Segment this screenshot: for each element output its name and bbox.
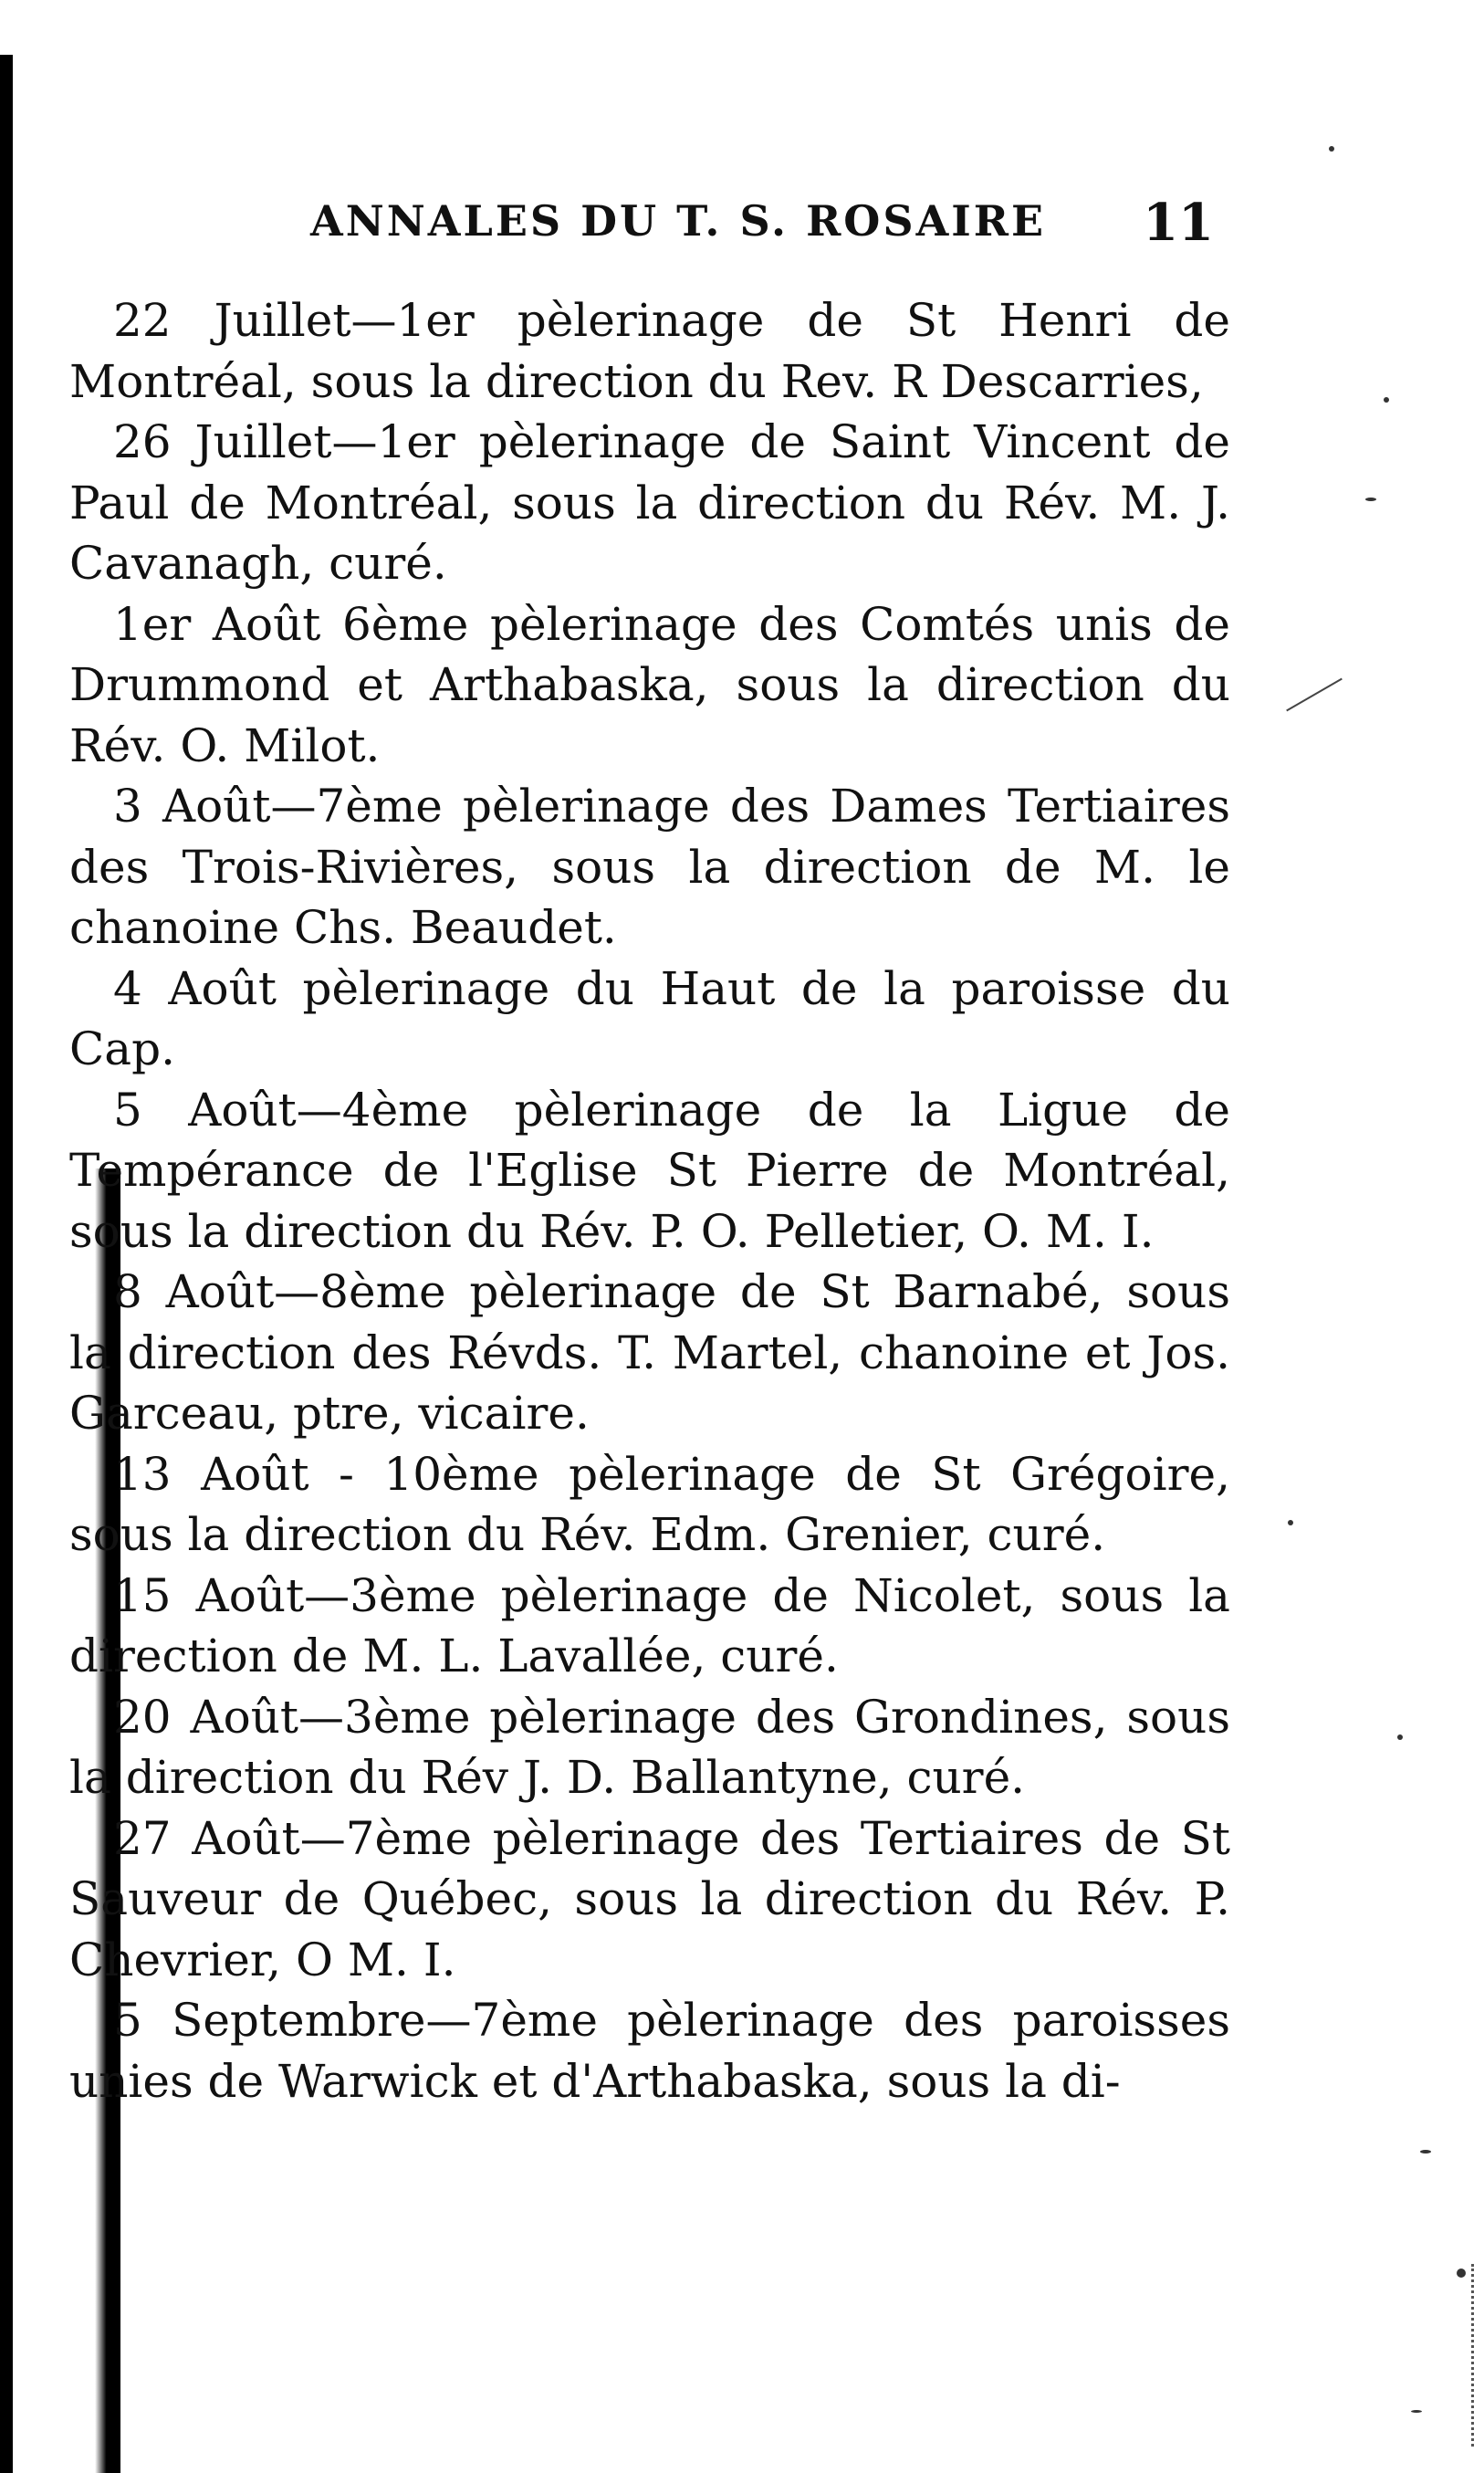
entry-paragraph: 22 Juillet—1er pèlerinage de St Henri de Montréal, sous la direction du Rev. R Descarries, bbox=[69, 294, 1230, 408]
scan-speck bbox=[1411, 2410, 1422, 2413]
entry-paragraph: 8 Août—8ème pèlerinage de St Barnabé, sous la direction des Révds. T. Martel, chanoine et Jos. Garceau, ptre, vicaire. bbox=[69, 1265, 1230, 1440]
scan-speck bbox=[1384, 397, 1389, 403]
running-title: ANNALES DU T. S. ROSAIRE bbox=[310, 196, 1047, 246]
entry-paragraph: 13 Août - 10ème pèlerinage de St Grégoire, sous la direction du Rév. Edm. Grenier, curé. bbox=[69, 1447, 1230, 1561]
body-text bbox=[69, 290, 1230, 2111]
entry-paragraph: 27 Août—7ème pèlerinage des Tertiaires de St Sauveur de Québec, sous la direction du Rév. P. Chevrier, O M. I. bbox=[69, 1811, 1230, 1986]
scan-speck bbox=[1329, 146, 1334, 152]
page-number: 11 bbox=[1143, 193, 1214, 253]
binding-shadow bbox=[0, 55, 13, 2473]
scan-speck bbox=[1457, 2269, 1466, 2278]
entry-paragraph: 15 Août—3ème pèlerinage de Nicolet, sous la direction de M. L. Lavallée, curé. bbox=[69, 1568, 1230, 1682]
entry-paragraph: 5 Septembre—7ème pèlerinage des paroisses unies de Warwick et d'Arthabaska, sous la di- bbox=[69, 1994, 1230, 2108]
entry-paragraph: 26 Juillet—1er pèlerinage de Saint Vincent de Paul de Montréal, sous la direction du Rév. M. J. Cavanagh, curé. bbox=[69, 415, 1230, 590]
entry-paragraph: 3 Août—7ème pèlerinage des Dames Tertiaires des Trois-Rivières, sous la direction de M. le chanoine Chs. Beaudet. bbox=[69, 780, 1230, 954]
scan-speck bbox=[1420, 2150, 1431, 2153]
scan-speck bbox=[1365, 498, 1376, 501]
entry-paragraph: 1er Août 6ème pèlerinage des Comtés unis de Drummond et Arthabaska, sous la direction du Rév. O. Milot. bbox=[69, 597, 1230, 772]
scan-speck bbox=[1288, 1520, 1293, 1525]
entry-paragraph: 4 Août pèlerinage du Haut de la paroisse du Cap. bbox=[69, 961, 1230, 1075]
entry-paragraph: 20 Août—3ème pèlerinage des Grondines, sous la direction du Rév J. D. Ballantyne, curé. bbox=[69, 1690, 1230, 1804]
entry-paragraph: 5 Août—4ème pèlerinage de la Ligue de Tempérance de l'Eglise St Pierre de Montréal, sous la direction du Rév. P. O. Pelletier, O. M. I. bbox=[69, 1083, 1230, 1258]
running-head bbox=[310, 193, 1214, 260]
scan-specks bbox=[1247, 0, 1484, 2473]
scan-speck bbox=[1397, 1734, 1403, 1740]
